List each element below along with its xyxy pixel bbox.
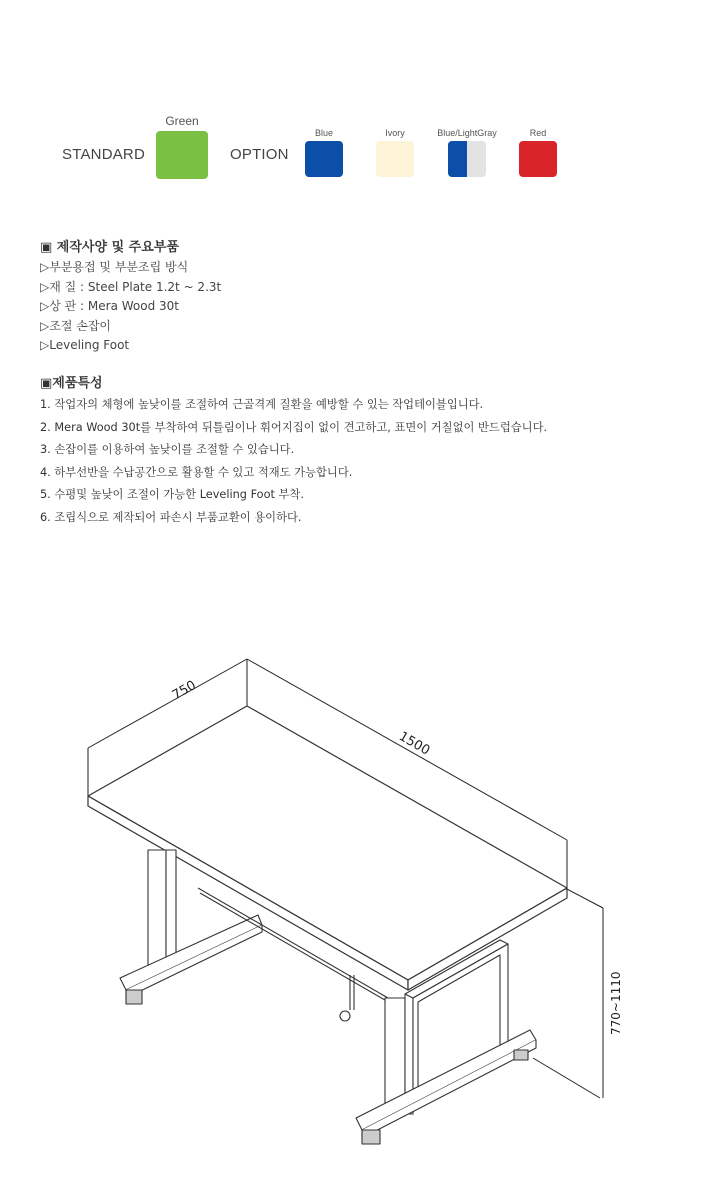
features-section [40,372,547,529]
feature-item: 4. 하부선반을 수납공간으로 활용할 수 있고 적재도 가능합니다. [40,465,353,479]
spec-item: ▷Leveling Foot [40,338,130,352]
color-options [0,110,709,190]
dim-height-label: 770~1110 [609,971,623,1035]
dim-width-label: 1500 [396,729,433,759]
standard-label: STANDARD [62,146,145,163]
swatch-label: Blue/LightGray [437,128,497,138]
feature-item: 6. 조립식으로 제작되어 파손시 부품교환이 용이하다. [40,510,302,524]
feature-item: 3. 손잡이를 이용하여 높낮이를 조절할 수 있습니다. [40,443,295,456]
feature-item: 1. 작업자의 체형에 높낮이를 조절하여 근골격계 질환을 예방할 수 있는 작업테이블입니다. [40,398,484,411]
spec-item: ▷재 질 : Steel Plate 1.2t ~ 2.3t [40,279,222,294]
swatch-green [152,114,212,179]
swatch-label: Green [165,114,199,128]
swatch-blue [300,128,348,177]
swatch-blue-lightgray [428,128,506,177]
spec-item: ▷부분용접 및 부분조립 방식 [40,260,189,274]
swatch-label: Blue [314,128,333,138]
swatch-ivory [371,128,419,177]
color-swatch [376,141,414,177]
spec-item: ▷상 판 : Mera Wood 30t [40,299,179,313]
table-drawing [0,640,709,1160]
spec-section [40,236,221,356]
feature-item: 2. Mera Wood 30t를 부착하여 뒤틀림이나 휘어지집이 없이 견고하고, 표면이 거칠없이 반드럽습니다. [40,420,548,434]
color-swatch [448,141,486,177]
features-title: ▣제품특성 [40,376,103,391]
swatch-red [514,128,562,177]
option-label: OPTION [230,146,289,163]
dim-depth-label: 750 [169,677,199,704]
color-swatch [156,131,208,179]
swatch-label: Ivory [385,128,405,138]
feature-item: 5. 수평및 높낮이 조절이 가능한 Leveling Foot 부착. [40,488,304,501]
swatch-label: Red [529,128,547,138]
color-swatch [519,141,557,177]
color-swatch [305,141,343,177]
spec-title: ▣ 제작사양 및 주요부품 [40,240,179,255]
spec-item: ▷조절 손잡이 [40,318,112,333]
